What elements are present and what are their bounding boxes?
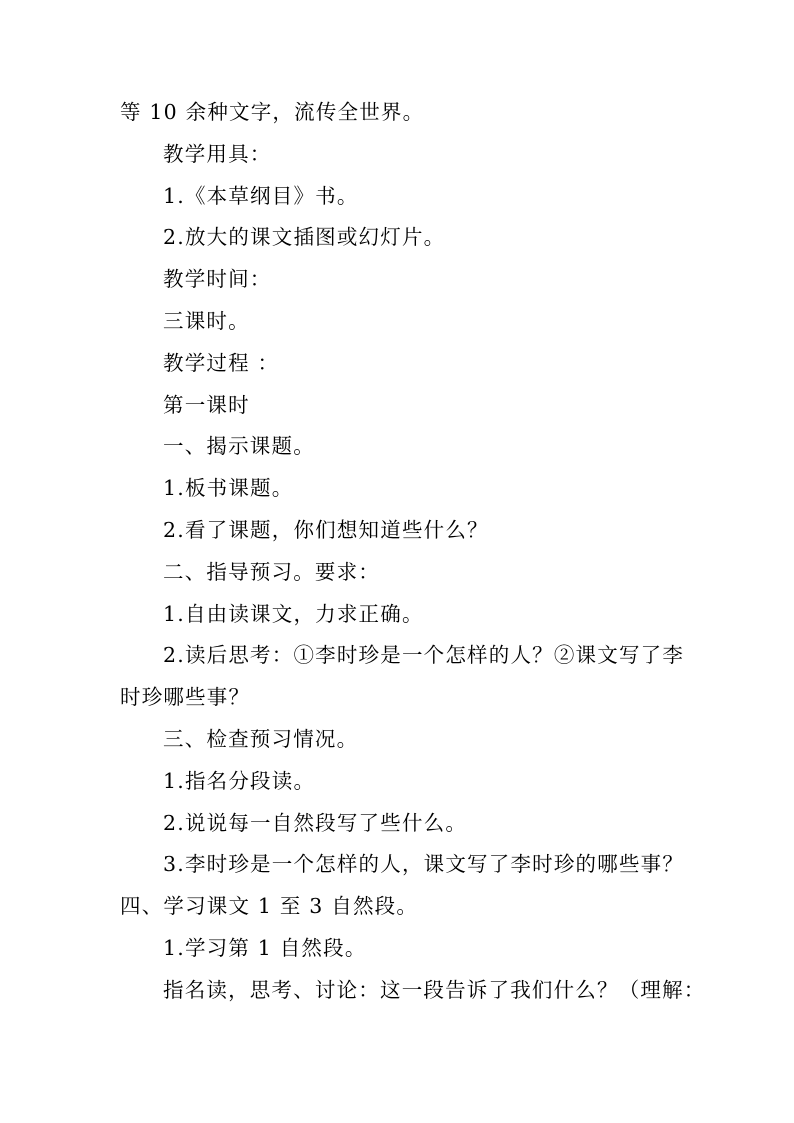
text-line: 1.指名分段读。 [163, 768, 316, 793]
text-line: 指名读，思考、讨论：这一段告诉了我们什么？（理解： [163, 977, 706, 1002]
step-heading: 二、指导预习。要求： [163, 559, 380, 584]
step-heading: 三、检查预习情况。 [163, 726, 359, 751]
lesson-heading: 第一课时 [163, 392, 250, 417]
text-line: 三课时。 [163, 308, 250, 333]
section-heading: 教学时间： [163, 267, 272, 292]
text-line: 2.放大的课文插图或幻灯片。 [163, 225, 446, 250]
section-heading: 教学用具： [163, 141, 272, 166]
text-line: 1.学习第 1 自然段。 [163, 935, 367, 960]
text-line: 1.板书课题。 [163, 476, 294, 501]
text-line: 等 10 余种文字，流传全世界。 [120, 100, 425, 124]
text-line: 1.自由读课文，力求正确。 [163, 601, 424, 626]
text-line: 2.看了课题，你们想知道些什么？ [163, 517, 489, 542]
text-line: 2.读后思考：①李时珍是一个怎样的人？②课文写了李 [163, 643, 685, 668]
text-line: 3.李时珍是一个怎样的人，课文写了李时珍的哪些事？ [163, 852, 685, 877]
section-heading: 教学过程 ： [163, 350, 280, 375]
step-heading: 四、学习课文 1 至 3 自然段。 [120, 894, 419, 919]
text-line: 2.说说每一自然段写了些什么。 [163, 810, 468, 835]
text-line: 1.《本草纲目》书。 [163, 183, 359, 208]
document-body [120, 92, 706, 1012]
text-line: 时珍哪些事？ [120, 685, 251, 710]
step-heading: 一、揭示课题。 [163, 434, 315, 459]
